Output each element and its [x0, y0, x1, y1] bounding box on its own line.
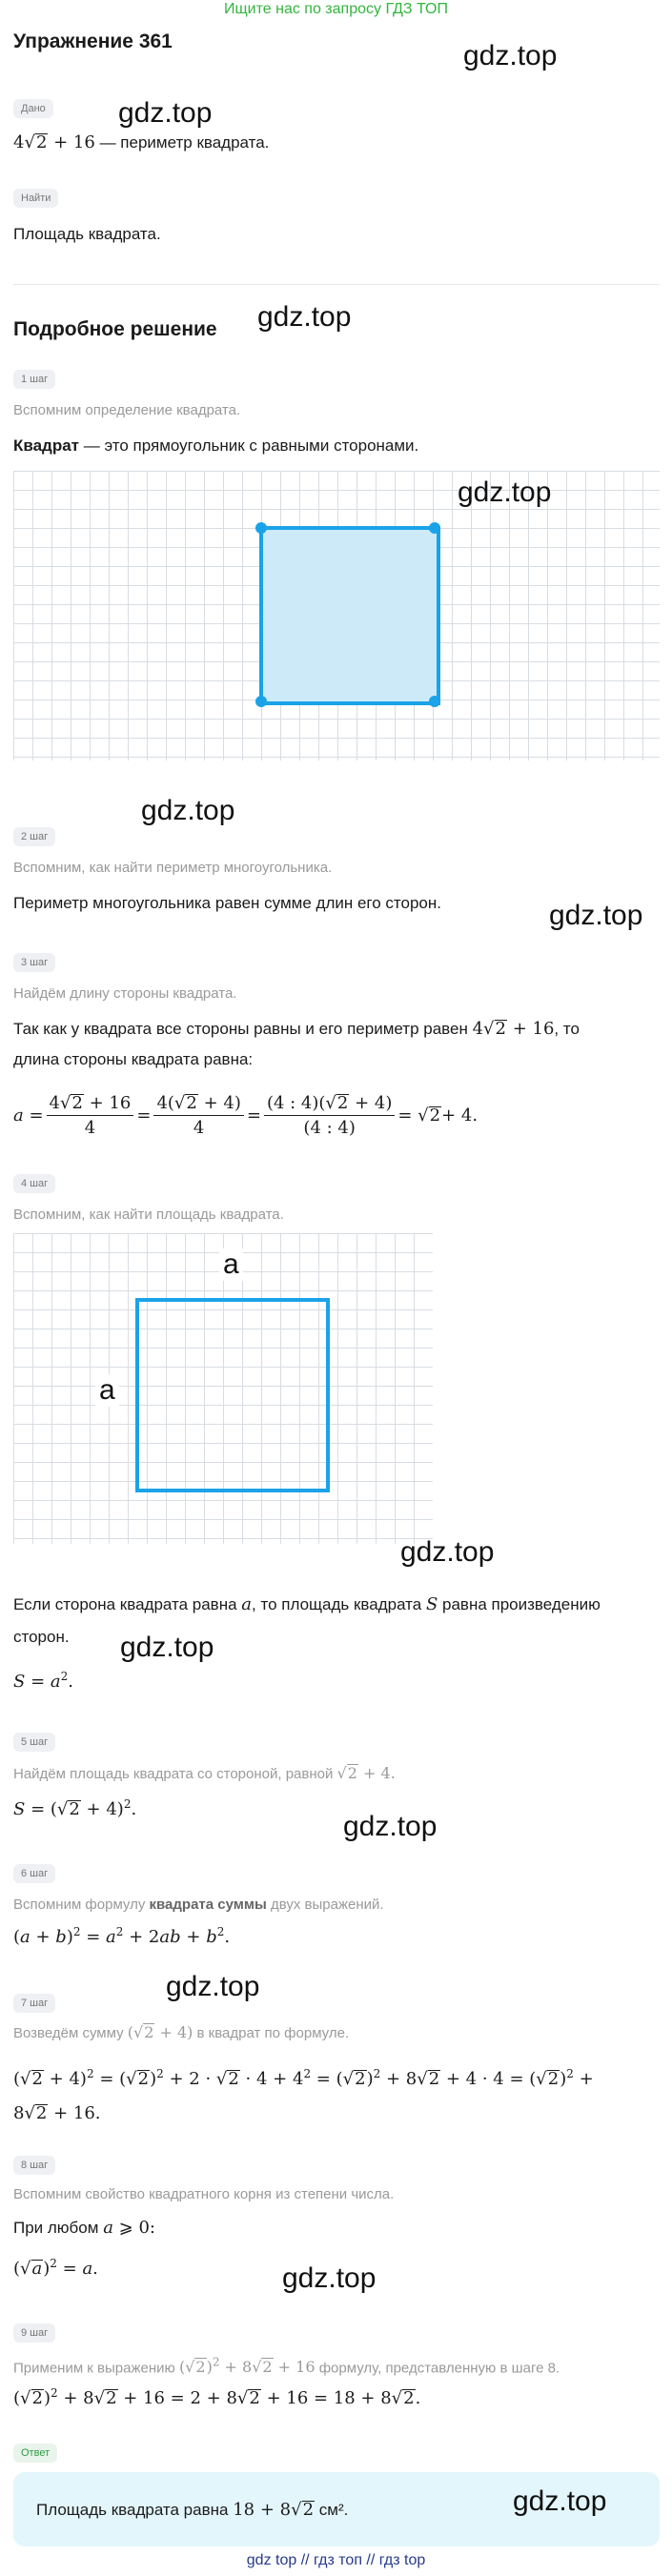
watermark: gdz.top — [513, 2485, 607, 2517]
vertex-point — [429, 696, 440, 707]
step-badge: 4 шаг — [13, 1174, 55, 1193]
vertex-point — [255, 696, 267, 707]
formula: $(a + b)^2 = a^2 + 2ab + b^2$. — [13, 1925, 231, 1947]
answer-box — [13, 2472, 660, 2546]
page-title: Упражнение 361 — [13, 30, 173, 52]
formula: $(√2 + 4)^2 = (√2)^2 + 2 \cdot √2 \cdot 4 + 4^2 = (√2)^2 + 8√2 + 4 \cdot 4 = (√2)^2$ + 8√2 + 16. — [13, 2067, 594, 2123]
step-text: Если сторона квадрата равна a, то площадь квадрата S равна произведению — [13, 1594, 601, 1614]
given-text: 4√2 + 16 — периметр квадрата. — [13, 132, 270, 152]
side-label: a — [95, 1374, 119, 1407]
step-hint: Применим к выражению $(√2)^2 + 8√2 + 16$ формулу, представленную в шаге 8. — [13, 2356, 560, 2377]
step-text: Периметр многоугольника равен сумме длин его сторон. — [13, 894, 441, 912]
step-badge: 8 шаг — [13, 2156, 55, 2175]
step-badge: 7 шаг — [13, 1994, 55, 2013]
step-hint: Вспомним свойство квадратного корня из степени числа. — [13, 2186, 395, 2202]
step-badge: 6 шаг — [13, 1864, 55, 1883]
divider — [13, 284, 660, 285]
step-hint: Найдём площадь квадрата со стороной, равной √2 + 4. — [13, 1764, 396, 1782]
watermark: gdz.top — [400, 1536, 495, 1568]
square-shape — [259, 526, 440, 705]
step-hint: Возведём сумму (√2 + 4) в квадрат по формуле. — [13, 2023, 350, 2041]
step-badge: 1 шаг — [13, 370, 55, 389]
solution-title: Подробное решение — [13, 318, 217, 340]
step-text: Квадрат — это прямоугольник с равными сторонами. — [13, 436, 419, 455]
formula: a = $\frac{4√2 + 16}{4}$ = $\frac{4(√2 + 4)}{4}$ = $\frac{(4 : 4)(√2 + 4)}{(4 : 4)}$ = √ 2 + 4. — [13, 1092, 479, 1138]
answer-badge: Ответ — [13, 2444, 57, 2463]
watermark: gdz.top — [343, 1811, 438, 1842]
step-text: При любом a ⩾ 0: — [13, 2218, 155, 2238]
step-hint: Вспомним формулу квадрата суммы двух выражений. — [13, 1897, 384, 1913]
formula: $S = (√2 + 4)^2$. — [13, 1797, 137, 1819]
grid-figure — [13, 1233, 433, 1544]
step-hint: Вспомним, как найти периметр многоугольника. — [13, 860, 333, 876]
step-badge: 9 шаг — [13, 2323, 55, 2343]
watermark: gdz.top — [257, 301, 352, 333]
watermark: gdz.top — [166, 1971, 260, 2002]
vertex-point — [255, 522, 267, 534]
watermark: gdz.top — [141, 795, 235, 826]
find-text: Площадь квадрата. — [13, 225, 161, 243]
watermark: gdz.top — [118, 97, 213, 129]
watermark: gdz.top — [549, 900, 643, 931]
search-banner[interactable]: Ищите нас по запросу ГДЗ ТОП — [224, 1, 448, 17]
square-shape — [135, 1298, 330, 1492]
watermark: gdz.top — [463, 40, 558, 71]
vertex-point — [429, 522, 440, 534]
formula: $(√2)^2 + 8√2 + 16 = 2 + 8√2 + 16 = 18 + 8√2$. — [13, 2386, 421, 2408]
watermark: gdz.top — [282, 2262, 377, 2294]
step-hint: Найдём длину стороны квадрата. — [13, 985, 237, 1002]
find-badge: Найти — [13, 189, 58, 208]
step-badge: 2 шаг — [13, 827, 55, 846]
formula: $(√a)^2 = a$. — [13, 2257, 98, 2279]
given-badge: Дано — [13, 99, 53, 118]
step-badge: 3 шаг — [13, 953, 55, 972]
step-hint: Вспомним, как найти площадь квадрата. — [13, 1207, 284, 1223]
formula: $S = a^2$. — [13, 1670, 73, 1692]
grid-figure — [13, 471, 660, 761]
step-text: Так как у квадрата все стороны равны и его периметр равен 4√2 + 16, то — [13, 1019, 580, 1039]
step-text: длина стороны квадрата равна: — [13, 1050, 254, 1068]
side-label: a — [219, 1248, 243, 1281]
footer-links[interactable]: gdz top // гдз топ // гдз top — [246, 2552, 426, 2568]
watermark: gdz.top — [458, 477, 552, 508]
step-text: сторон. — [13, 1628, 70, 1646]
watermark: gdz.top — [120, 1632, 214, 1663]
step-hint: Вспомним определение квадрата. — [13, 402, 241, 418]
step-badge: 5 шаг — [13, 1733, 55, 1752]
answer-text: Площадь квадрата равна 18 + 8√2 см². — [36, 2500, 349, 2520]
